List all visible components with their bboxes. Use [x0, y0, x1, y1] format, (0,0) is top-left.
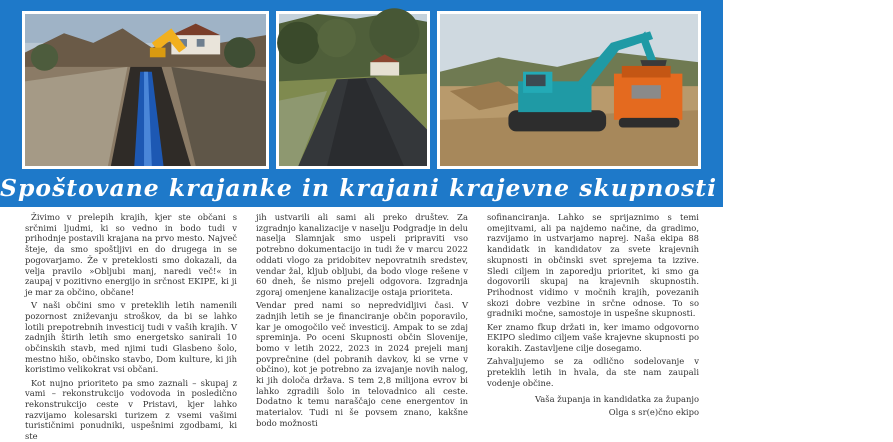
- excavator-construction-photo: [437, 11, 701, 169]
- paragraph: Živimo v prelepih krajih, kjer ste občani s srčnimi ljudmi, ki so vedno in bodo tudi v prihodnje postavili krajana na prvo mesto. Največ šteje, da smo spoštljivi en do drugega in se pogovarjamo. Že v preteklosti smo dokazali, da velja pravilo »Obljubi manj, naredi več!« in zaupaj v pozitivno energijo in srčnost EKIPE, ki ji je mar za občino, občane!: [25, 212, 237, 297]
- paragraph: jih ustvarili ali sami ali preko društev. Za izgradnjo kanalizacije v naselju Podgradje in delu naselja Slamnjak smo uspeli pripraviti vso potrebno dokumentacijo in tudi že v marcu 2022 oddati vlogo za pridobitev nepovratnih sredstev, vendar žal, kljub obljubi, da bodo vloge rešene v 60 dneh, še nismo prejeli odgovora. Izgradnja zgoraj omenjene kanalizacije ostaja prioriteta.: [256, 212, 468, 297]
- text-column-3: [487, 212, 699, 418]
- text-column-2: [256, 212, 468, 428]
- paragraph: Zahvaljujemo se za odlično sodelovanje v preteklih letih in hvala, da ste nam zaupali vodenje občine.: [487, 356, 699, 388]
- text-column-1: [25, 212, 237, 442]
- paragraph: sofinanciranja. Lahko se sprijaznimo s temi omejitvami, ali pa najdemo načine, da gradimo, razvijamo in ustvarjamo naprej. Naša ekipa 88 kandidatk in kandidatov za svete krajevnih skupnosti in občinski svet sprejema ta izzive. Sledi ciljem in zaporedju prioritet, ki smo ga dogovorili skupaj na krajevnih skupnostih. Prihodnost vidimo v močnih krajih, povezanih skozi dobre vezbine in srčne odnose. To so gradniki močne, samostoje in uspešne skupnosti.: [487, 212, 699, 319]
- headline: Spoštovane krajanke in krajani krajevne skupnosti Stročja vas!: [0, 174, 893, 202]
- paragraph: Ker znamo fkup držati in, ker imamo odgovorno EKIPO sledimo ciljem vaše krajevne skupnosti po korakih. Zastavljene cilje dosegamo.: [487, 321, 699, 353]
- signature-line-1: Vaša županja in kandidatka za županjo: [535, 394, 699, 405]
- paragraph: Kot nujno prioriteto pa smo zaznali – skupaj z vami – rekonstrukcijo vodovoda in posledično rekonstrukcijo ceste v Pristavi, kjer lahko razvijamo kolesarski turizem z vsemi vašimi turističnimi ponudniki, uspešnimi zgodbami, ki ste: [25, 377, 237, 442]
- paragraph: V naši občini smo v preteklih letih namenili pozornost zniževanju stroškov, da bi se lahko lotili prepotrebnih investicij tudi v vaših krajih. V zadnjih štirih letih smo energetsko sanirali 10 občinskih stavb, med njimi tudi Glasbeno šolo, mestno hišo, občinsko stavbo, Dom kulture, ki jih koristimo velikokrat vsi občani.: [25, 300, 237, 375]
- new-asphalt-road-photo: [276, 11, 430, 169]
- paragraph: Vendar pred nami so nepredvidljivi časi. V zadnjih letih se je financiranje občin poporavilo, kar je omogočilo več investicij. Ampak to se zdaj spreminja. Po oceni Skupnosti občin Slovenije, bomo v letih 2022, 2023 in 2024 prejeli manj povprečnine (del pobranih davkov, ki se vrne v občino), kot je potrebno za izvajanje novih nalog, ki jih določa država. S tem 2,8 milijona evrov bi lahko zgradili šolo in telovadnico ali ceste. Dodatno k temu naraščajo cene energentov in materialov. Tudi ni še povsem znano, kakšne bodo možnosti: [256, 300, 468, 428]
- trench-pipeline-photo: [22, 11, 269, 169]
- signature-line-2: Olga s sr(e)čno ekipo: [608, 407, 699, 418]
